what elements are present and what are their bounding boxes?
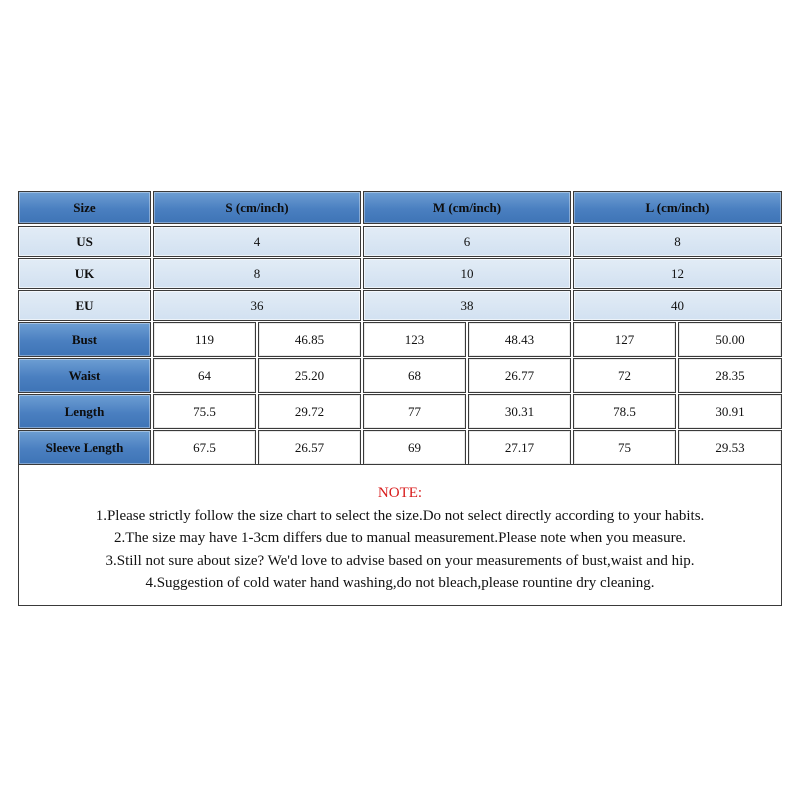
table-cell: 4 — [153, 226, 361, 257]
row-label-waist: Waist — [18, 358, 151, 393]
table-cell: 26.57 — [258, 430, 361, 465]
table-cell: 72 — [573, 358, 676, 393]
table-cell: 127 — [573, 322, 676, 357]
row-label-uk: UK — [18, 258, 151, 289]
sleeve-length-row — [18, 430, 782, 465]
note-line: 4.Suggestion of cold water hand washing,do not bleach,please rountine dry cleaning. — [145, 575, 655, 591]
table-cell: 77 — [363, 394, 466, 429]
table-cell: 26.77 — [468, 358, 571, 393]
table-cell: 78.5 — [573, 394, 676, 429]
size-header-label: Size — [18, 191, 151, 224]
size-header-s: S (cm/inch) — [153, 191, 361, 224]
table-cell: 75 — [573, 430, 676, 465]
note-line: 2.The size may have 1-3cm differs due to manual measurement.Please note when you measure. — [113, 530, 687, 546]
row-label-eu: EU — [18, 290, 151, 321]
table-cell: 8 — [573, 226, 782, 257]
table-cell: 6 — [363, 226, 571, 257]
us-row — [18, 226, 782, 257]
table-cell: 69 — [363, 430, 466, 465]
table-cell: 30.91 — [678, 394, 782, 429]
size-header-m: M (cm/inch) — [363, 191, 571, 224]
row-label-length: Length — [18, 394, 151, 429]
table-cell: 68 — [363, 358, 466, 393]
uk-row — [18, 258, 782, 289]
waist-row — [18, 358, 782, 393]
table-cell: 50.00 — [678, 322, 782, 357]
row-label-bust: Bust — [18, 322, 151, 357]
notes-box — [18, 464, 782, 606]
table-cell: 10 — [363, 258, 571, 289]
table-cell: 30.31 — [468, 394, 571, 429]
table-cell: 119 — [153, 322, 256, 357]
bust-row — [18, 322, 782, 357]
table-cell: 8 — [153, 258, 361, 289]
eu-row — [18, 290, 782, 321]
row-label-us: US — [18, 226, 151, 257]
table-cell: 123 — [363, 322, 466, 357]
table-cell: 29.53 — [678, 430, 782, 465]
table-cell: 64 — [153, 358, 256, 393]
table-cell: 67.5 — [153, 430, 256, 465]
table-cell: 38 — [363, 290, 571, 321]
note-line: 3.Still not sure about size? We'd love to advise based on your measurements of bust,waist and hip. — [105, 552, 695, 569]
table-cell: 25.20 — [258, 358, 361, 393]
table-cell: 27.17 — [468, 430, 571, 465]
table-cell: 29.72 — [258, 394, 361, 429]
header-row — [18, 191, 782, 224]
table-cell: 36 — [153, 290, 361, 321]
table-cell: 12 — [573, 258, 782, 289]
table-cell: 48.43 — [468, 322, 571, 357]
note-title: NOTE: — [377, 485, 423, 501]
length-row — [18, 394, 782, 429]
size-header-l: L (cm/inch) — [573, 191, 782, 224]
table-cell: 28.35 — [678, 358, 782, 393]
note-line: 1.Please strictly follow the size chart to select the size.Do not select directly according to your habits. — [95, 507, 705, 524]
table-cell: 46.85 — [258, 322, 361, 357]
row-label-sleeve-length: Sleeve Length — [18, 430, 151, 465]
table-cell: 75.5 — [153, 394, 256, 429]
table-cell: 40 — [573, 290, 782, 321]
